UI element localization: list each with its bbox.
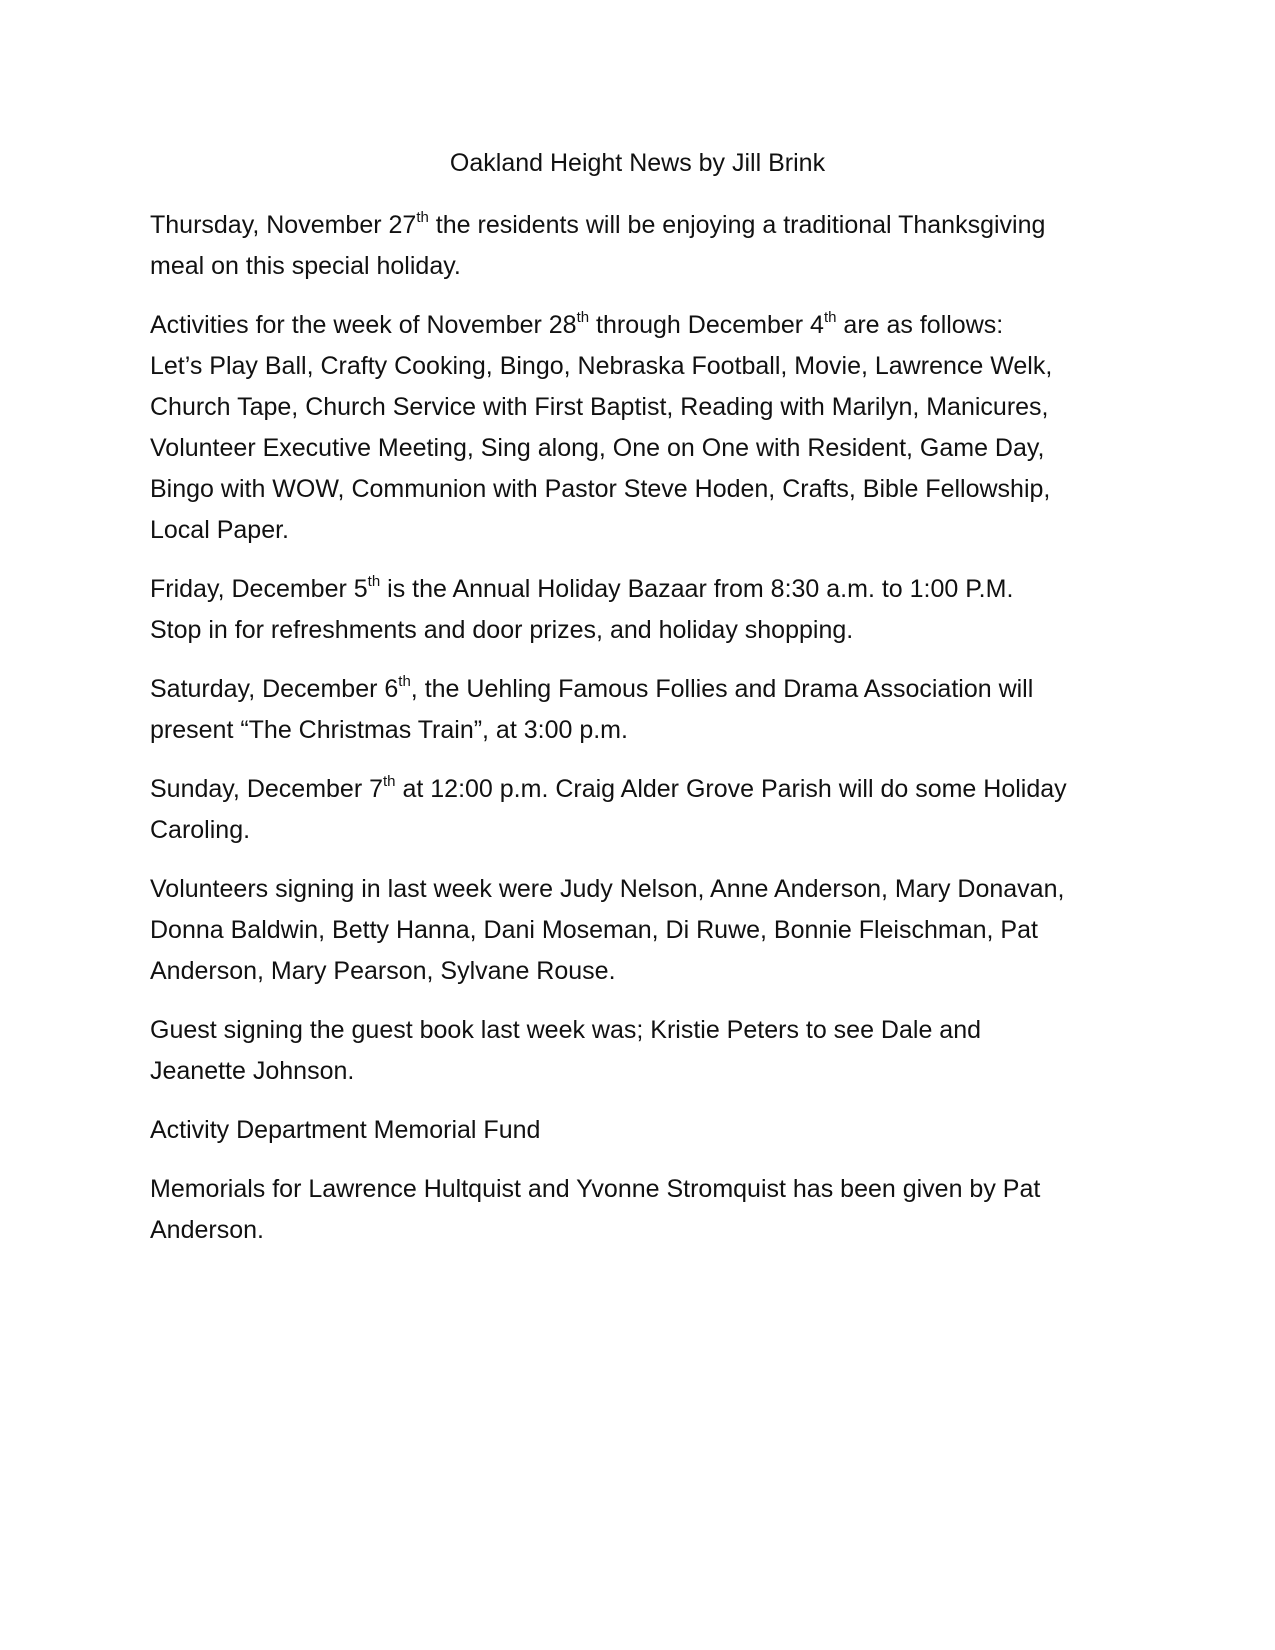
text-run: , the Uehling Famous Follies and Drama Association will — [410, 675, 1034, 703]
paragraph-line: Volunteers signing in last week were Judy Nelson, Anne Anderson, Mary Donavan, — [150, 875, 1065, 903]
paragraph-activities — [150, 305, 1135, 551]
document-body — [150, 205, 1135, 1269]
paragraph-line: meal on this special holiday. — [150, 252, 461, 280]
text-run: Friday, December 5 — [150, 575, 368, 603]
ordinal-suffix: th — [383, 773, 396, 790]
text-run: the residents will be enjoying a traditional Thanksgiving — [428, 211, 1046, 239]
paragraph-line: Anderson, Mary Pearson, Sylvane Rouse. — [150, 957, 616, 985]
paragraph-line: Anderson. — [150, 1216, 264, 1244]
paragraph-line: Let’s Play Ball, Crafty Cooking, Bingo, Nebraska Football, Movie, Lawrence Welk, — [150, 352, 1053, 380]
paragraph-line — [150, 205, 1135, 246]
paragraph-thanksgiving — [150, 205, 1135, 287]
paragraph-line — [150, 769, 1135, 810]
paragraph-memorial-heading — [150, 1110, 1135, 1151]
ordinal-suffix: th — [823, 309, 837, 326]
paragraph-caroling — [150, 769, 1135, 851]
paragraph-line: Stop in for refreshments and door prizes, and holiday shopping. — [150, 616, 854, 644]
paragraph-line: Local Paper. — [150, 516, 289, 544]
text-run: Sunday, December 7 — [150, 775, 383, 803]
paragraph-line: Caroling. — [150, 816, 251, 844]
paragraph-line: Memorials for Lawrence Hultquist and Yvonne Stromquist has been given by Pat — [150, 1175, 1041, 1203]
paragraph-line: Activity Department Memorial Fund — [150, 1116, 541, 1144]
text-run: Saturday, December 6 — [150, 675, 399, 703]
ordinal-suffix: th — [576, 309, 590, 326]
paragraph-line: Bingo with WOW, Communion with Pastor Steve Hoden, Crafts, Bible Fellowship, — [150, 475, 1051, 503]
paragraph-guests — [150, 1010, 1135, 1092]
text-run: is the Annual Holiday Bazaar from 8:30 a.m. to 1:00 P.M. — [380, 575, 1014, 603]
paragraph-line: Church Tape, Church Service with First Baptist, Reading with Marilyn, Manicures, — [150, 393, 1049, 421]
paragraph-line: present “The Christmas Train”, at 3:00 p.m. — [150, 716, 628, 744]
paragraph-line: Jeanette Johnson. — [150, 1057, 355, 1085]
paragraph-line — [150, 569, 1135, 610]
paragraph-line — [150, 669, 1135, 710]
text-run: through December 4 — [589, 311, 824, 339]
paragraph-volunteers — [150, 869, 1135, 992]
paragraph-line: Guest signing the guest book last week was; Kristie Peters to see Dale and — [150, 1016, 982, 1044]
ordinal-suffix: th — [367, 573, 381, 590]
paragraph-follies — [150, 669, 1135, 751]
ordinal-suffix: th — [398, 673, 411, 690]
paragraph-line: Donna Baldwin, Betty Hanna, Dani Moseman, Di Ruwe, Bonnie Fleischman, Pat — [150, 916, 1038, 944]
paragraph-memorials — [150, 1169, 1135, 1251]
text-run: Activities for the week of November 28 — [150, 311, 577, 339]
paragraph-line — [150, 305, 1135, 346]
paragraph-bazaar — [150, 569, 1135, 651]
ordinal-suffix: th — [416, 209, 429, 226]
document-title: Oakland Height News by Jill Brink — [449, 149, 826, 177]
paragraph-line: Volunteer Executive Meeting, Sing along, One on One with Resident, Game Day, — [150, 434, 1045, 462]
text-run: are as follows: — [836, 311, 1004, 339]
text-run: Thursday, November 27 — [150, 211, 417, 239]
text-run: at 12:00 p.m. Craig Alder Grove Parish will do some Holiday — [395, 775, 1067, 803]
